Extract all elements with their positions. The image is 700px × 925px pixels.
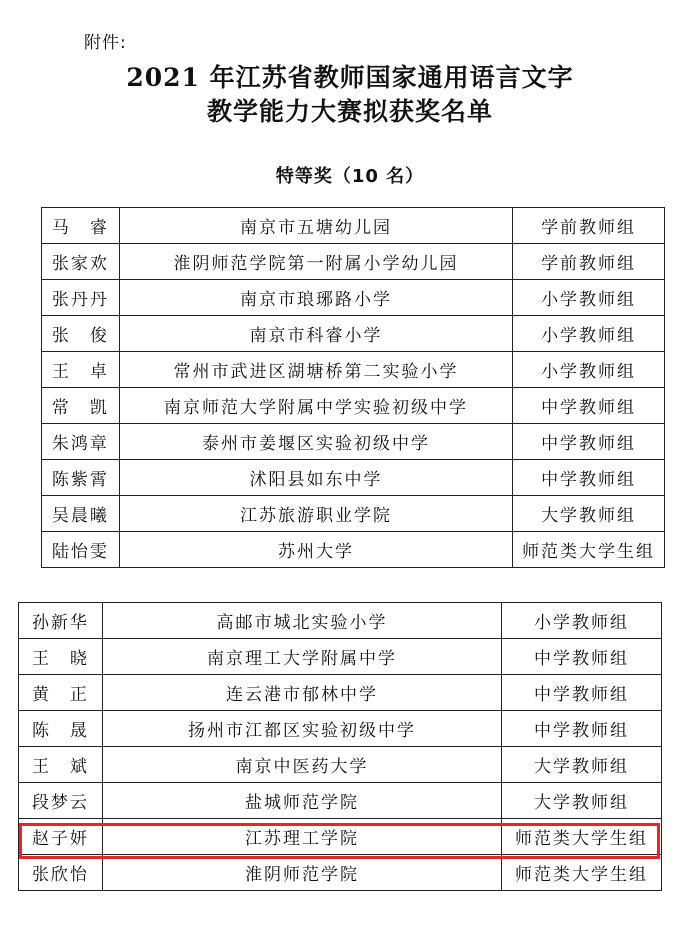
award-table-bottom	[18, 602, 662, 891]
name-cell: 王 晓	[19, 639, 103, 675]
table-row	[19, 711, 662, 747]
group-cell: 中学教师组	[513, 460, 665, 496]
table-row	[42, 244, 665, 280]
table-row	[42, 352, 665, 388]
unit-cell: 泰州市姜堰区实验初级中学	[119, 424, 512, 460]
group-cell: 中学教师组	[513, 388, 665, 424]
name-cell: 赵子妍	[19, 819, 103, 855]
table-row	[19, 855, 662, 891]
name-cell: 王 卓	[42, 352, 120, 388]
table-row	[42, 532, 665, 568]
table-row	[19, 639, 662, 675]
table-row	[42, 316, 665, 352]
group-cell: 师范类大学生组	[502, 819, 662, 855]
document-title-line2: 教学能力大赛拟获奖名单	[206, 97, 493, 126]
unit-cell: 盐城师范学院	[102, 783, 501, 819]
unit-cell: 淮阴师范学院第一附属小学幼儿园	[119, 244, 512, 280]
group-cell: 师范类大学生组	[513, 532, 665, 568]
name-cell: 马 睿	[42, 208, 120, 244]
group-cell: 中学教师组	[502, 675, 662, 711]
name-cell: 陈 晟	[19, 711, 103, 747]
table-row	[19, 675, 662, 711]
unit-cell: 常州市武进区湖塘桥第二实验小学	[119, 352, 512, 388]
group-cell: 师范类大学生组	[502, 855, 662, 891]
name-cell: 张家欢	[42, 244, 120, 280]
name-cell: 朱鸿章	[42, 424, 120, 460]
unit-cell: 南京市科睿小学	[119, 316, 512, 352]
group-cell: 小学教师组	[513, 352, 665, 388]
group-cell: 大学教师组	[513, 496, 665, 532]
group-cell: 学前教师组	[513, 244, 665, 280]
unit-cell: 江苏理工学院	[102, 819, 501, 855]
table-row	[19, 819, 662, 855]
unit-cell: 南京师范大学附属中学实验初级中学	[119, 388, 512, 424]
name-cell: 孙新华	[19, 603, 103, 639]
unit-cell: 苏州大学	[119, 532, 512, 568]
unit-cell: 沭阳县如东中学	[119, 460, 512, 496]
unit-cell: 南京理工大学附属中学	[102, 639, 501, 675]
table-row	[19, 783, 662, 819]
name-cell: 陆怡雯	[42, 532, 120, 568]
name-cell: 黄 正	[19, 675, 103, 711]
unit-cell: 高邮市城北实验小学	[102, 603, 501, 639]
group-cell: 小学教师组	[502, 603, 662, 639]
name-cell: 张欣怡	[19, 855, 103, 891]
table-row	[42, 280, 665, 316]
table-row	[19, 747, 662, 783]
section-title: 特等奖（10 名）	[275, 166, 425, 187]
name-cell: 常 凯	[42, 388, 120, 424]
group-cell: 大学教师组	[502, 747, 662, 783]
unit-cell: 江苏旅游职业学院	[119, 496, 512, 532]
group-cell: 中学教师组	[502, 711, 662, 747]
group-cell: 中学教师组	[513, 424, 665, 460]
name-cell: 张 俊	[42, 316, 120, 352]
attachment-label: 附件:	[84, 33, 127, 53]
name-cell: 王 斌	[19, 747, 103, 783]
unit-cell: 淮阴师范学院	[102, 855, 501, 891]
name-cell: 张丹丹	[42, 280, 120, 316]
group-cell: 小学教师组	[513, 280, 665, 316]
group-cell: 小学教师组	[513, 316, 665, 352]
group-cell: 大学教师组	[502, 783, 662, 819]
name-cell: 段梦云	[19, 783, 103, 819]
table-row	[42, 388, 665, 424]
group-cell: 学前教师组	[513, 208, 665, 244]
table-row	[42, 208, 665, 244]
table-row	[42, 496, 665, 532]
name-cell: 吴晨曦	[42, 496, 120, 532]
table-row	[42, 460, 665, 496]
name-cell: 陈紫霄	[42, 460, 120, 496]
unit-cell: 扬州市江都区实验初级中学	[102, 711, 501, 747]
unit-cell: 南京市琅琊路小学	[119, 280, 512, 316]
award-table-top	[41, 207, 665, 568]
document-title-line1: 2021 年江苏省教师国家通用语言文字	[126, 63, 574, 92]
table-row	[42, 424, 665, 460]
table-row	[19, 603, 662, 639]
unit-cell: 南京市五塘幼儿园	[119, 208, 512, 244]
unit-cell: 南京中医药大学	[102, 747, 501, 783]
group-cell: 中学教师组	[502, 639, 662, 675]
unit-cell: 连云港市郁林中学	[102, 675, 501, 711]
